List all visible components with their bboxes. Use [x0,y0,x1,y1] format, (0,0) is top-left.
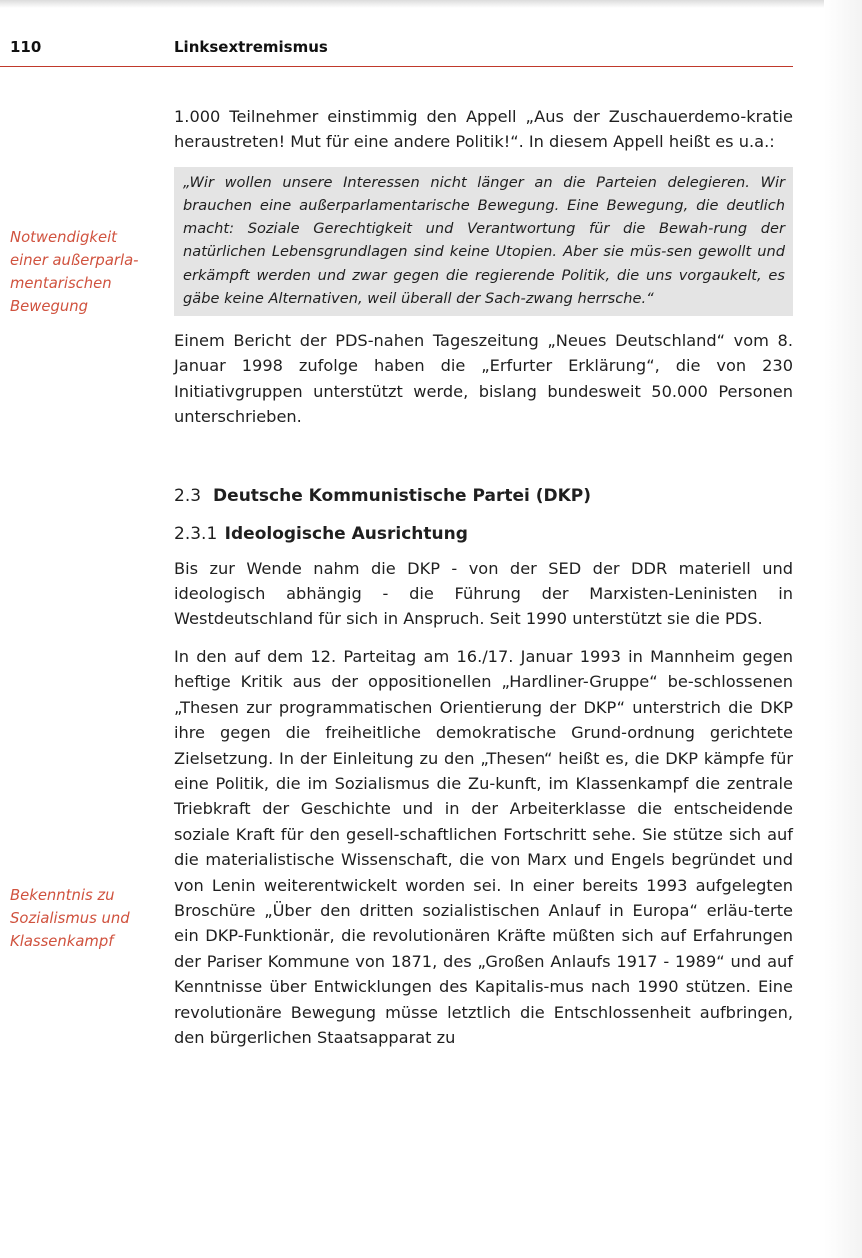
subsection-title: Ideologische Ausrichtung [224,523,468,544]
margin-note-apo: Notwendigkeit einer außerparla-mentarischen Bewegung [10,229,139,315]
scan-shadow-right [824,0,862,1258]
running-title: Linksextremismus [174,38,328,56]
page-header [0,36,793,67]
scan-shadow-top [0,0,862,8]
margin-note-klassenkampf: Bekenntnis zu Sozialismus und Klassenkampf [10,887,130,950]
quote-text: „Wir wollen unsere Interessen nicht länger an die Parteien delegieren. Wir brauchen eine außerparlamentarische Bewegung. Eine Bewegung, die deutlich macht: Soziale Gerechtigkeit und Verantwortung für die Bewah-rung der natürlichen Lebensgrundlagen sind keine Utopien. Aber sie müs-sen gewollt und erkämpft werden und zwar gegen die regierende Politik, die uns vorgaukelt, es gäbe keine Alternativen, weil überall der Sach-zwang herrsche.“ [183,173,785,307]
main-text [174,104,793,1050]
section-number: 2.3 [174,485,202,506]
ideology-paragraph: Bis zur Wende nahm die DKP - von der SED der DDR materiell und ideologisch abhängig - die Führung der Marxisten-Leninisten in Westdeutschland für sich in Anspruch. Seit 1990 unterstützt sie die PDS. [174,558,793,629]
section-heading [174,482,793,510]
subsection-heading [174,520,793,548]
quote-box [174,167,793,316]
theses-paragraph: In den auf dem 12. Parteitag am 16./17. Januar 1993 in Mannheim gegen heftige Kritik aus der oppositionellen „Hardliner-Gruppe“ be-schlossenen „Thesen zur programmatischen Orientierung der DKP“ unterstrich die DKP ihre gegen die freiheitliche demokratische Grund-ordnung gerichtete Zielsetzung. In der Einleitung zu den „Thesen“ heißt es, die DKP kämpfe für eine Politik, die im Sozialismus die Zu-kunft, im Klassenkampf die zentrale Triebkraft der Geschichte und in der Arbeiterklasse die entscheidende soziale Kraft für den gesell-schaftlichen Fortschritt sehe. Sie stütze sich auf die materialistische Wissenschaft, die von Marx und Engels begründet und von Lenin weiterentwickelt worden sei. In einer bereits 1993 aufgelegten Broschüre „Über den dritten sozialistischen Anlauf in Europa“ erläu-terte ein DKP-Funktionär, die revolutionären Kräfte müßten sich auf Erfahrungen der Pariser Kommune von 1871, des „Großen Anlaufs 1917 - 1989“ und auf Kenntnisse über Entwicklungen des Kapitalis-mus nach 1990 stützen. Eine revolutionäre Bewegung müsse letztlich die Entschlossenheit aufbringen, den bürgerlichen Staatsapparat zu [174,646,793,1047]
subsection-number: 2.3.1 [174,523,218,544]
report-paragraph: Einem Bericht der PDS-nahen Tageszeitung „Neues Deutschland“ vom 8. Januar 1998 zufolge haben die „Erfurter Erklärung“, die von 230 Initiativgruppen unterstützt werde, bislang bundesweit 50.000 Personen unterschrieben. [174,331,793,427]
page-number: 110 [10,38,42,56]
section-title: Deutsche Kommunistische Partei (DKP) [213,485,592,506]
intro-paragraph: 1.000 Teilnehmer einstimmig den Appell „Aus der Zuschauerdemo-kratie heraustreten! Mut für eine andere Politik!“. In diesem Appell heißt es u.a.: [174,107,793,152]
